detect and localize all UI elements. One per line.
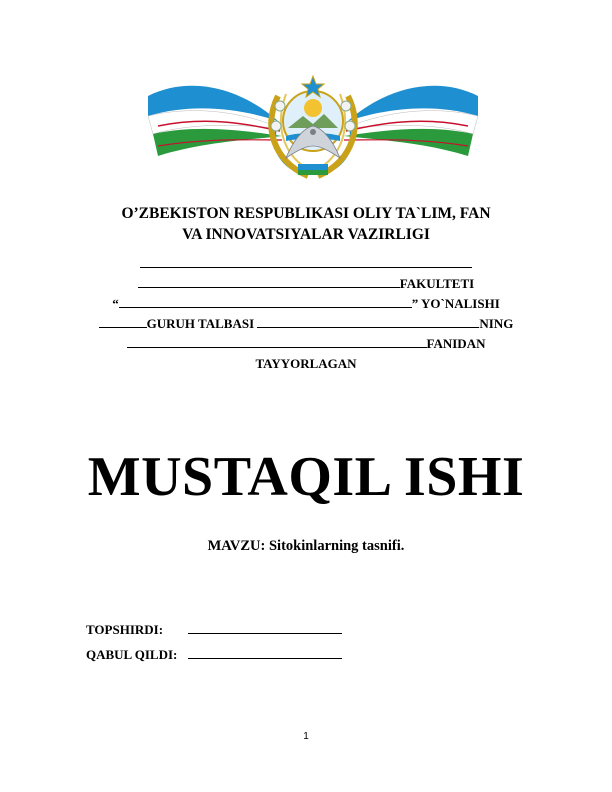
faculty-line	[60, 274, 552, 294]
state-emblem	[128, 66, 498, 184]
blank-line	[60, 254, 552, 274]
ministry-line-2: VA INNOVATSIYALAR VAZIRLIGI	[182, 226, 430, 243]
group-suffix: NING	[479, 316, 514, 331]
prepared-label: TAYYORLAGAN	[255, 356, 357, 371]
accepted-row	[86, 647, 342, 663]
direction-open-quote: “	[112, 296, 119, 311]
faculty-suffix: FAKULTETI	[399, 276, 475, 291]
submitted-row	[86, 622, 342, 638]
direction-suffix: YO`NALISHI	[421, 296, 500, 311]
emblem-center	[283, 76, 343, 175]
subject-suffix: FANIDAN	[426, 336, 486, 351]
ministry-line-1: O’ZBEKISTON RESPUBLIKASI OLIY TA`LIM, FAN	[121, 205, 491, 222]
subject-line	[60, 334, 552, 354]
document-title: MUSTAQIL ISHI	[87, 446, 525, 508]
direction-close-quote: ”	[411, 296, 419, 311]
direction-line	[60, 294, 552, 314]
page-number: 1	[303, 731, 309, 742]
group-line	[60, 314, 552, 334]
ministry-heading	[60, 203, 552, 245]
group-label: GURUH TALBASI	[146, 316, 255, 331]
form-fields	[60, 254, 552, 374]
accepted-label: QABUL QILDI:	[86, 647, 178, 662]
submitted-label: TOPSHIRDI:	[86, 622, 164, 637]
topic-line: MAVZU: Sitokinlarning tasnifi.	[207, 538, 405, 554]
